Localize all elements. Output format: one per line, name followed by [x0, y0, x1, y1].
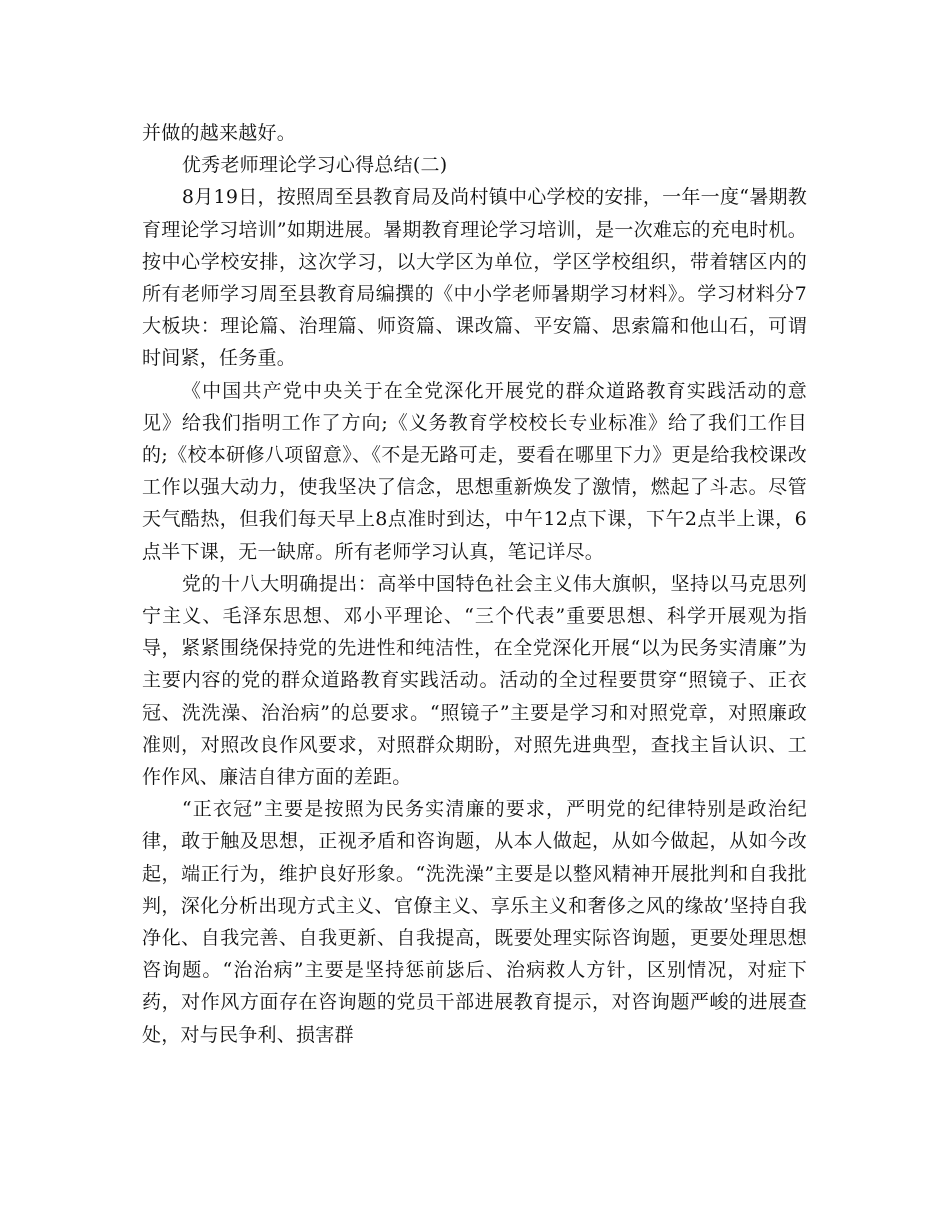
paragraph-party-congress: 党的十八大明确提出：高举中国特色社会主义伟大旗帜，坚持以马克思列宁主义、毛泽东思想、邓小平理论、“三个代表”重要思想、科学开展观为指导，紧紧围绕保持党的先进性和纯洁性，在全党深化开展“以为民务实清廉”为主要内容的党的群众道路教育实践活动。活动的全过程要贯穿“照镜子、正衣冠、洗洗澡、治治病”的总要求。“照镜子”主要是学习和对照党章，对照廉政准则，对照改良作风要求，对照群众期盼，对照先进典型，查找主旨认识、工作作风、廉洁自律方面的差距。	[142, 572, 807, 789]
paragraph-training-intro: 8月19日，按照周至县教育局及尚村镇中心学校的安排，一年一度“暑期教育理论学习培训”如期进展。暑期教育理论学习培训，是一次难忘的充电时机。按中心学校安排，这次学习，以大学区为单位，学区学校组织，带着辖区内的所有老师学习周至县教育局编撰的《中小学老师暑期学习材料》。学习材料分7大板块：理论篇、治理篇、师资篇、课改篇、平安篇、思索篇和他山石，可谓时间紧，任务重。	[142, 186, 807, 370]
document-body	[142, 117, 807, 1051]
paragraph-materials-inspiration: 《中国共产党中央关于在全党深化开展党的群众道路教育实践活动的意见》给我们指明工作了方向;《义务教育学校校长专业标准》给了我们工作目的;《校本研修八项留意》、《不是无路可走，要看在哪里下力》更是给我校课改工作以强大动力，使我坚决了信念，思想重新焕发了激情，燃起了斗志。尽管天气酷热，但我们每天早上8点准时到达，中午12点下课，下午2点半上课，6点半下课，无一缺席。所有老师学习认真，笔记详尽。	[142, 379, 807, 563]
paragraph-continuation: 并做的越来越好。	[142, 122, 297, 144]
paragraph-requirements-detail: “正衣冠”主要是按照为民务实清廉的要求，严明党的纪律特别是政治纪律，敢于触及思想，正视矛盾和咨询题，从本人做起，从如今做起，从如今改起，端正行为，维护良好形象。“洗洗澡”主要是以整风精神开展批判和自我批判，深化分析出现方式主义、官僚主义、享乐主义和奢侈之风的缘故’坚持自我净化、自我完善、自我更新、自我提高，既要处理实际咨询题，更要处理思想咨询题。“治治病”主要是坚持惩前毖后、治病救人方针，区别情况，对症下药，对作风方面存在咨询题的党员干部进展教育提示，对咨询题严峻的进展查处，对与民争利、损害群	[142, 798, 807, 1046]
section-heading: 优秀老师理论学习心得总结(二)	[181, 154, 448, 177]
